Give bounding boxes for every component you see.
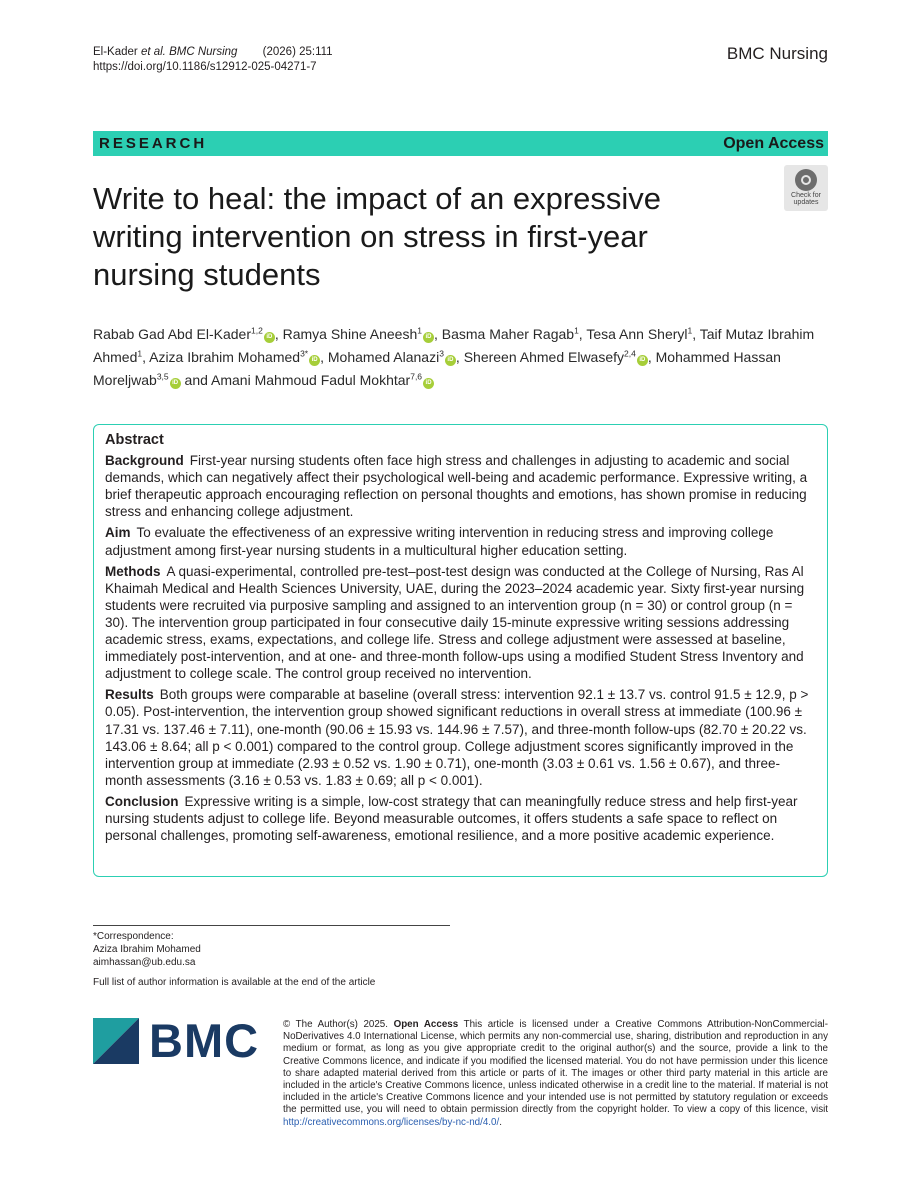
abstract-box (93, 424, 828, 877)
article-type-banner (93, 131, 828, 156)
article-title: Write to heal: the impact of an expressive writing intervention on stress in first-year nursing students (93, 181, 662, 292)
orcid-icon[interactable]: iD (170, 378, 181, 389)
check-for-updates-badge[interactable] (784, 165, 828, 211)
orcid-icon[interactable]: iD (423, 332, 434, 343)
article-type: RESEARCH (99, 135, 208, 152)
abstract-section-background (105, 452, 816, 520)
journal-name: BMC Nursing (726, 44, 828, 63)
license-open-access: Open Access (393, 1019, 459, 1030)
correspondence-email[interactable]: aimhassan@ub.edu.sa (93, 957, 196, 968)
author-separator: , (647, 349, 656, 365)
author-separator: and (180, 372, 212, 388)
author-separator: , (320, 349, 328, 365)
author-name: Mohammed Hassan Moreljwab (93, 349, 781, 388)
abstract-section-heading: Background (105, 453, 184, 469)
license-text (283, 1019, 828, 1129)
doi-link[interactable]: https://doi.org/10.1186/s12912-025-04271-7 (93, 61, 317, 73)
author-name: Aziza Ibrahim Mohamed (149, 349, 301, 365)
author-separator: , (142, 349, 150, 365)
author-affiliation: 7,6 (410, 371, 423, 382)
author-name: Basma Maher Ragab (441, 326, 575, 342)
author-affiliation: 1,2 (251, 325, 263, 336)
author-affiliation: 1 (574, 325, 579, 336)
check-updates-line2: updates (793, 199, 819, 206)
check-updates-icon (795, 169, 817, 191)
abstract-section-text: Both groups were comparable at baseline (overall stress: intervention 92.1 ± 13.7 vs. control 91.5 ± 12.9, p > 0.05). Post-intervention, the intervention group showed significant reductions in overall stress at immediate (100.96 ± 17.31 vs. 137.46 ± 7.11), one-month (90.06 ± 15.93 vs. 144.96 ± 7.57), and three-month follow-ups (82.70 ± 20.22 vs. 143.06 ± 8.64; all p < 0.001) compared to the control group. College adjustment scores significantly improved in the intervention group at immediate (2.93 ± 0.52 vs. 1.90 ± 0.71), one-month (3.03 ± 0.61 vs. 1.56 ± 0.67), and three-month assessments (3.16 ± 0.53 vs. 1.83 ± 0.69; all p < 0.001). (105, 687, 809, 788)
abstract-section-results (105, 686, 816, 789)
author-separator: , (578, 326, 587, 342)
abstract-title: Abstract (105, 432, 164, 448)
abstract-section-conclusion (105, 793, 816, 844)
abstract-section-methods (105, 563, 816, 683)
orcid-icon[interactable]: iD (309, 355, 320, 366)
abstract-section-heading: Results (105, 687, 154, 703)
orcid-icon[interactable]: iD (264, 332, 275, 343)
author-name: Shereen Ahmed Elwasefy (463, 349, 625, 365)
author-name: Rabab Gad Abd El-Kader (93, 326, 251, 342)
license-suffix: . (499, 1116, 502, 1128)
orcid-icon[interactable]: iD (445, 355, 456, 366)
orcid-icon[interactable]: iD (637, 355, 648, 366)
bmc-logo-mark-icon (93, 1018, 139, 1064)
abstract-section-text: First-year nursing students often face high stress and challenges in adjusting to academic and social demands, which can negatively affect their psychological well-being and academic performance. Expressive writing, a brief therapeutic approach encouraging reflection on personal thoughts and emotions, has shown promise in reducing stress and enhancing college adjustment. (105, 453, 808, 520)
citation-authors: El-Kader (93, 46, 141, 58)
license-body: This article is licensed under a Creative Commons Attribution-NonCommercial-NoDerivatives 4.0 International License, which permits any non-commercial use, sharing, distribution and reproduction in any medium or format, as long as you give appropriate credit to the original author(s) and the source, provide a link to the Creative Commons licence, and indicate if you modified the licensed material. You do not have permission under this licence to share adapted material derived from this article or parts of it. The images or other third party material in this article are included in the article's Creative Commons licence, unless indicated otherwise in a credit line to the material. If material is not included in the article's Creative Commons licence and your intended use is not permitted by statutory regulation or exceeds the permitted use, you will need to obtain permission directly from the copyright holder. To view a copy of this licence, visit (283, 1019, 828, 1116)
open-access-label: Open Access (723, 134, 824, 152)
author-name: Taif Mutaz Ibrahim Ahmed (93, 326, 815, 365)
author-separator: , (274, 326, 283, 342)
bmc-logo (93, 1014, 260, 1067)
author-affiliation: 1 (137, 348, 143, 359)
abstract-section-text: To evaluate the effectiveness of an expressive writing intervention in reducing stress and improving college adjustment among first-year nursing students in a multicultural higher education setting. (105, 525, 774, 558)
abstract-section-text: Expressive writing is a simple, low-cost strategy that can meaningfully reduce stress and help first-year nursing students adjust to college life. Beyond measurable outcomes, it offers students a safe space to reflect on personal challenges, promoting self-awareness, emotional resilience, and a more positive academic experience. (105, 793, 798, 844)
author-list (93, 323, 833, 392)
bmc-logo-text: BMC (149, 1014, 260, 1067)
author-affiliation: 1 (687, 325, 693, 336)
abstract-section-heading: Conclusion (105, 793, 179, 809)
year-volume: (2026) 25:111 (262, 46, 333, 58)
license-link[interactable]: http://creativecommons.org/licenses/by-nc-nd/4.0/ (283, 1116, 500, 1128)
license-prefix: © The Author(s) 2025. (283, 1019, 394, 1030)
author-separator: , (455, 349, 464, 365)
check-updates-line1: Check for (791, 192, 821, 199)
abstract-sections (105, 452, 816, 844)
author-name: Tesa Ann Sheryl (586, 326, 688, 342)
orcid-icon[interactable]: iD (423, 378, 434, 389)
author-name: Amani Mahmoud Fadul Mokhtar (211, 372, 411, 388)
author-separator: , (692, 326, 700, 342)
author-name: Mohamed Alanazi (327, 349, 440, 365)
author-affiliation: 3* (300, 348, 309, 359)
abstract-section-text: A quasi-experimental, controlled pre-test–post-test design was conducted at the College of Nursing, Ras Al Khaimah Medical and Health Sciences University, UAE, during the 2023–2024 academic year. Sixty first-year nursing students were recruited via purposive sampling and assigned to an intervention group (n = 30) or control group (n = 30). The intervention group participated in four consecutive daily 15-minute expressive writing sessions addressing academic stress, exams, expectations, and college life. Stress and college adjustment were assessed at baseline, immediately post-intervention, and at one- and three-month follow-ups using a modified Student Stress Inventory and adjustment to college scale. The control group received no intervention. (105, 563, 805, 682)
abstract-section-aim (105, 524, 816, 558)
abstract-section-heading: Aim (105, 525, 131, 541)
correspondence (93, 930, 201, 969)
author-separator: , (433, 326, 442, 342)
abstract-section-heading: Methods (105, 563, 161, 579)
author-name: Ramya Shine Aneesh (282, 326, 418, 342)
author-affiliation: 3,5 (156, 371, 169, 382)
running-header (93, 45, 333, 75)
author-info-note: Full list of author information is available at the end of the article (93, 977, 376, 988)
correspondence-name: Aziza Ibrahim Mohamed (93, 944, 201, 955)
citation-etal: et al. (140, 46, 166, 58)
footnote-divider (93, 925, 450, 926)
correspondence-label: *Correspondence: (93, 931, 174, 942)
author-affiliation: 1 (417, 325, 422, 336)
citation-journal: BMC Nursing (165, 46, 238, 58)
author-affiliation: 2,4 (624, 348, 636, 359)
author-affiliation: 3 (439, 348, 444, 359)
